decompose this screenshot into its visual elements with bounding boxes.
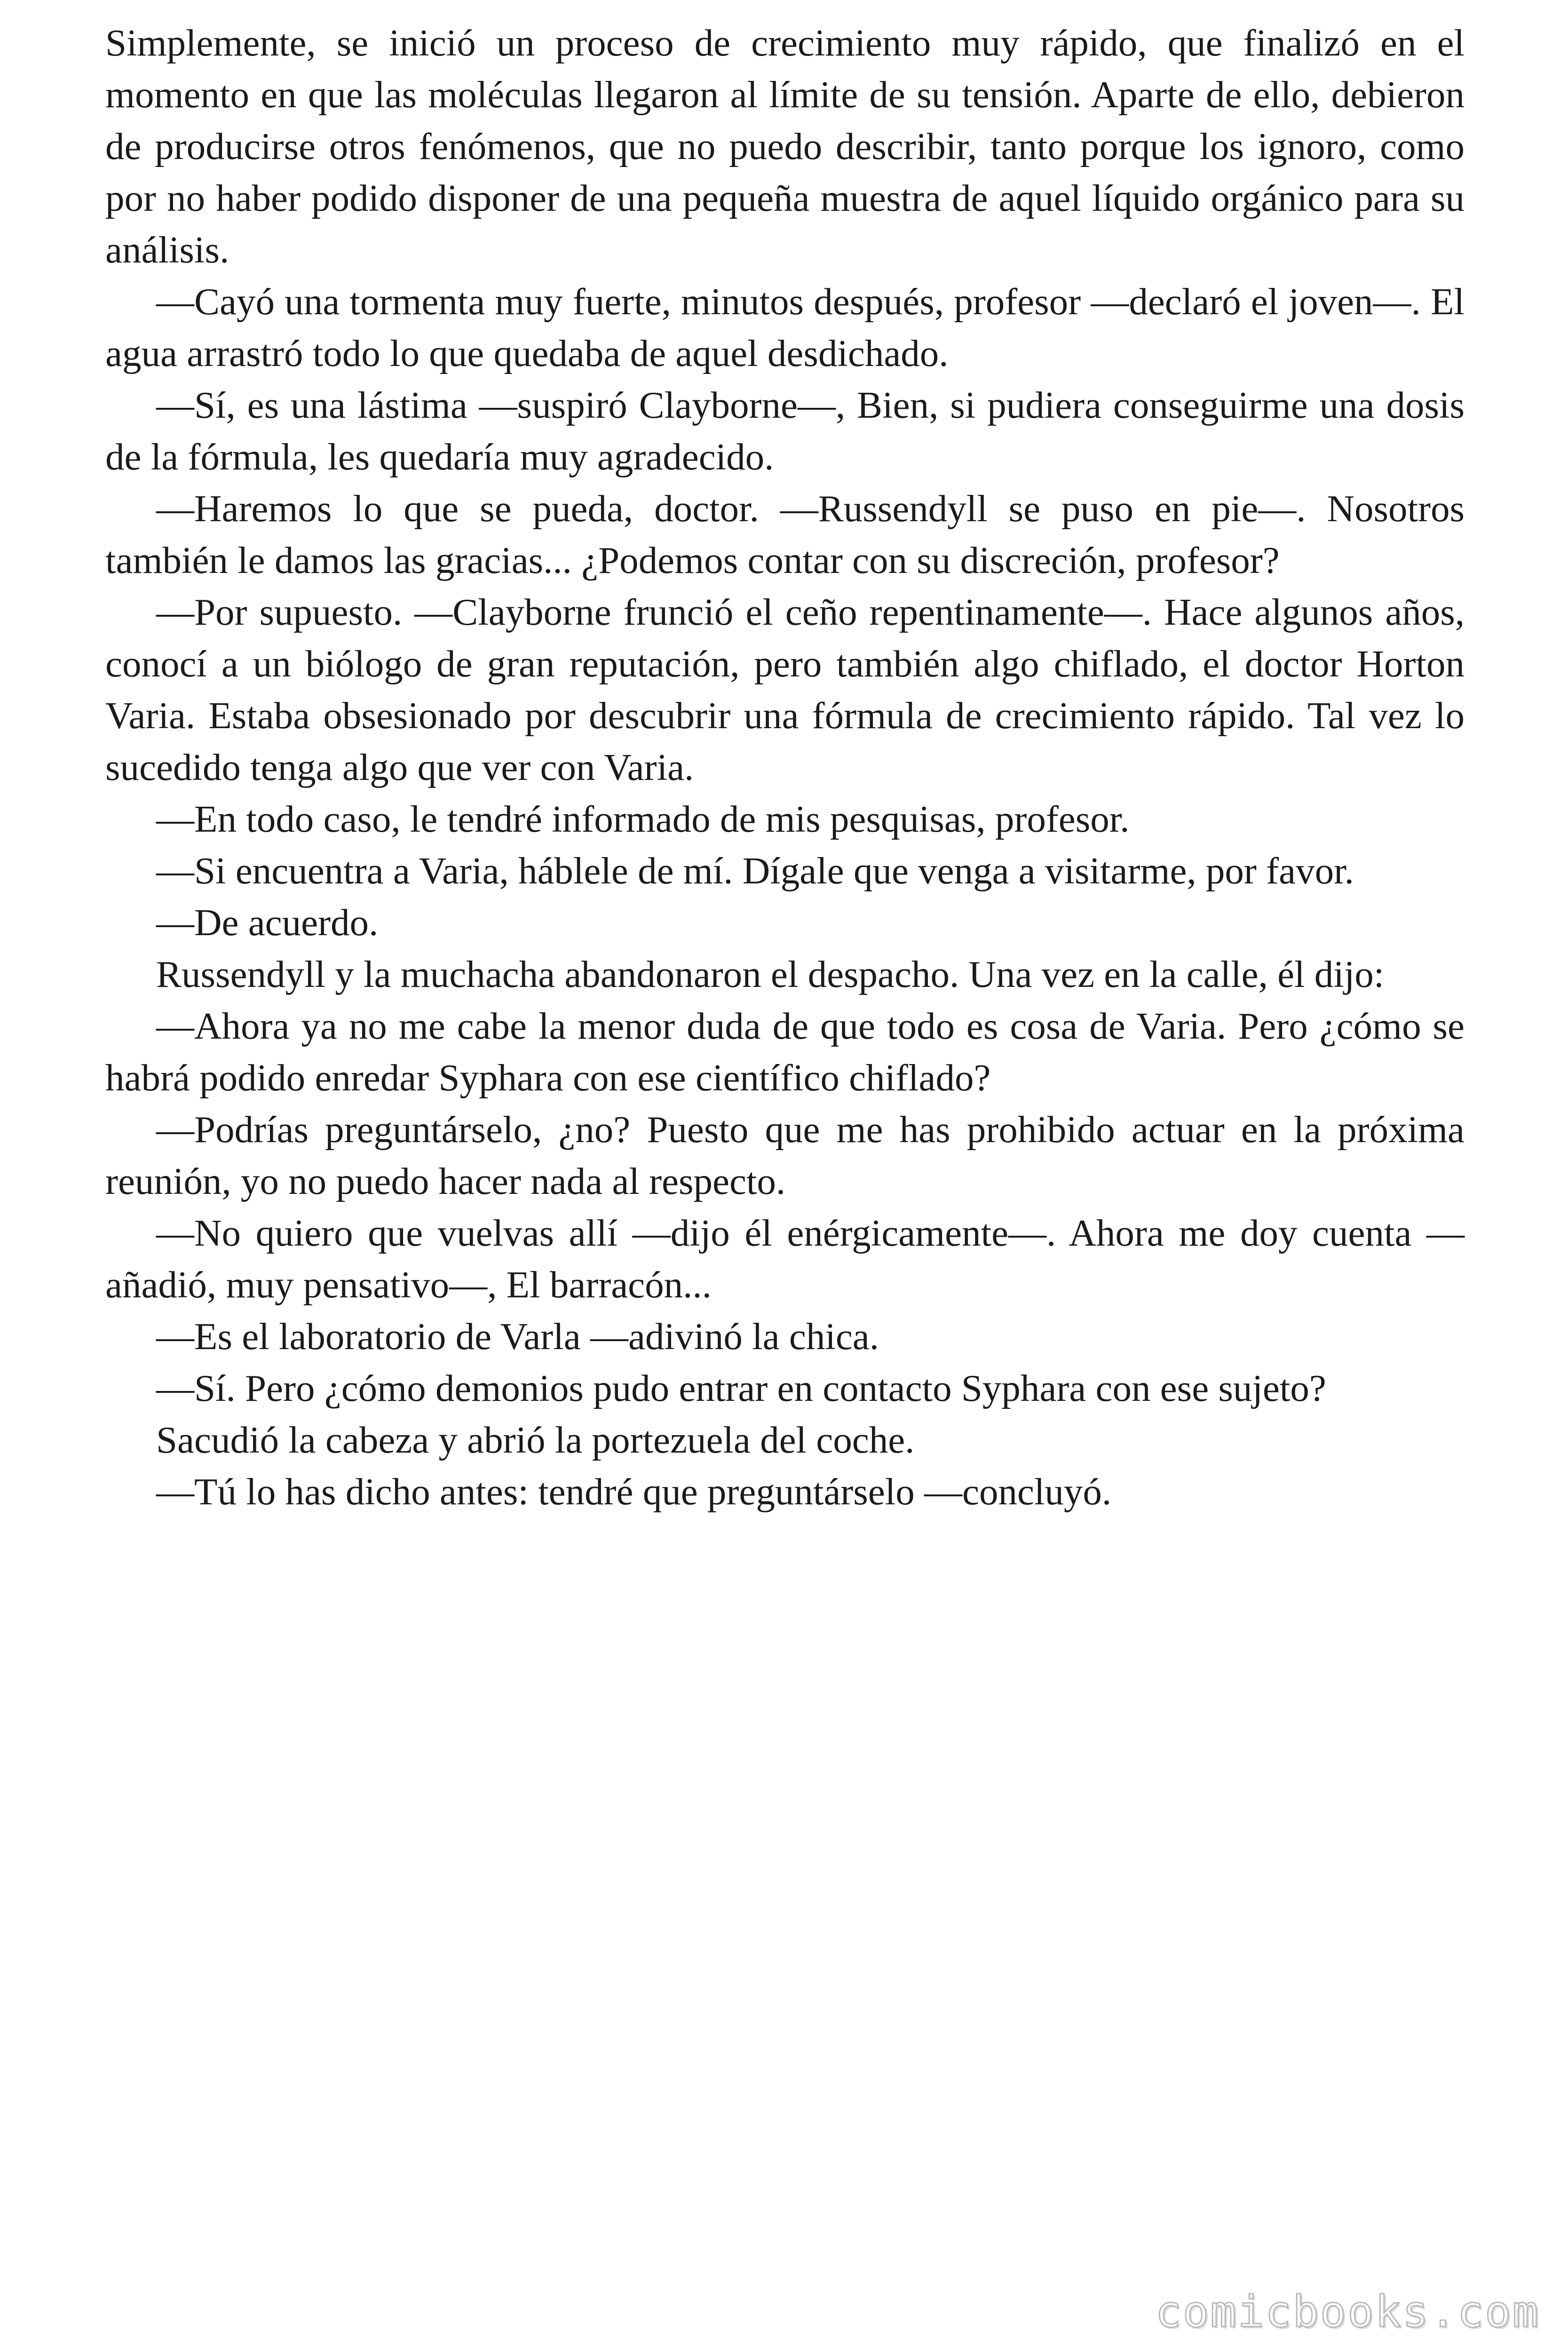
paragraph: —Por supuesto. —Clayborne frunció el ceño repentinamente—. Hace algunos años, conocí a un biólogo de gran reputación, pero también algo chiflado, el doctor Horton Varia. Estaba obsesionado por descubrir una fórmula de crecimiento rápido. Tal vez lo sucedido tenga algo que ver con Varia. <box>105 591 1465 788</box>
paragraph: Sacudió la cabeza y abrió la portezuela del coche. <box>156 1419 915 1461</box>
paragraph: —Ahora ya no me cabe la menor duda de que todo es cosa de Varia. Pero ¿cómo se habrá podido enredar Syphara con ese científico chiflado? <box>105 1005 1465 1099</box>
paragraph: —Haremos lo que se pueda, doctor. —Russendyll se puso en pie—. Nosotros también le damos las gracias... ¿Podemos contar con su discreción, profesor? <box>105 487 1465 581</box>
paragraph: —De acuerdo. <box>156 901 379 944</box>
paragraph: —Sí. Pero ¿cómo demonios pudo entrar en contacto Syphara con ese sujeto? <box>156 1367 1326 1409</box>
page-text <box>105 17 1465 1518</box>
paragraph: Simplemente, se inició un proceso de crecimiento muy rápido, que finalizó en el momento en que las moléculas llegaron al límite de su tensión. Aparte de ello, debieron de producirse otros fenómenos, que no puedo describir, tanto porque los ignoro, como por no haber podido disponer de una pequeña muestra de aquel líquido orgánico para su análisis. <box>105 22 1465 271</box>
paragraph: —Tú lo has dicho antes: tendré que preguntárselo —concluyó. <box>156 1470 1112 1513</box>
paragraph: —Sí, es una lástima —suspiró Clayborne—, Bien, si pudiera conseguirme una dosis de la fórmula, les quedaría muy agradecido. <box>105 384 1465 478</box>
paragraph: —Si encuentra a Varia, háblele de mí. Dígale que venga a visitarme, por favor. <box>156 850 1354 892</box>
paragraph: —Es el laboratorio de Varla —adivinó la chica. <box>156 1315 879 1358</box>
paragraph: —No quiero que vuelvas allí —dijo él enérgicamente—. Ahora me doy cuenta —añadió, muy pensativo—, El barracón... <box>105 1212 1465 1306</box>
paragraph: —En todo caso, le tendré informado de mis pesquisas, profesor. <box>156 798 1130 840</box>
paragraph: —Podrías preguntárselo, ¿no? Puesto que me has prohibido actuar en la próxima reunión, yo no puedo hacer nada al respecto. <box>105 1108 1465 1202</box>
paragraph: —Cayó una tormenta muy fuerte, minutos después, profesor —declaró el joven—. El agua arrastró todo lo que quedaba de aquel desdichado. <box>105 280 1465 374</box>
watermark: comicbooks.com <box>1155 2287 1540 2337</box>
paragraph: Russendyll y la muchacha abandonaron el despacho. Una vez en la calle, él dijo: <box>156 953 1385 995</box>
